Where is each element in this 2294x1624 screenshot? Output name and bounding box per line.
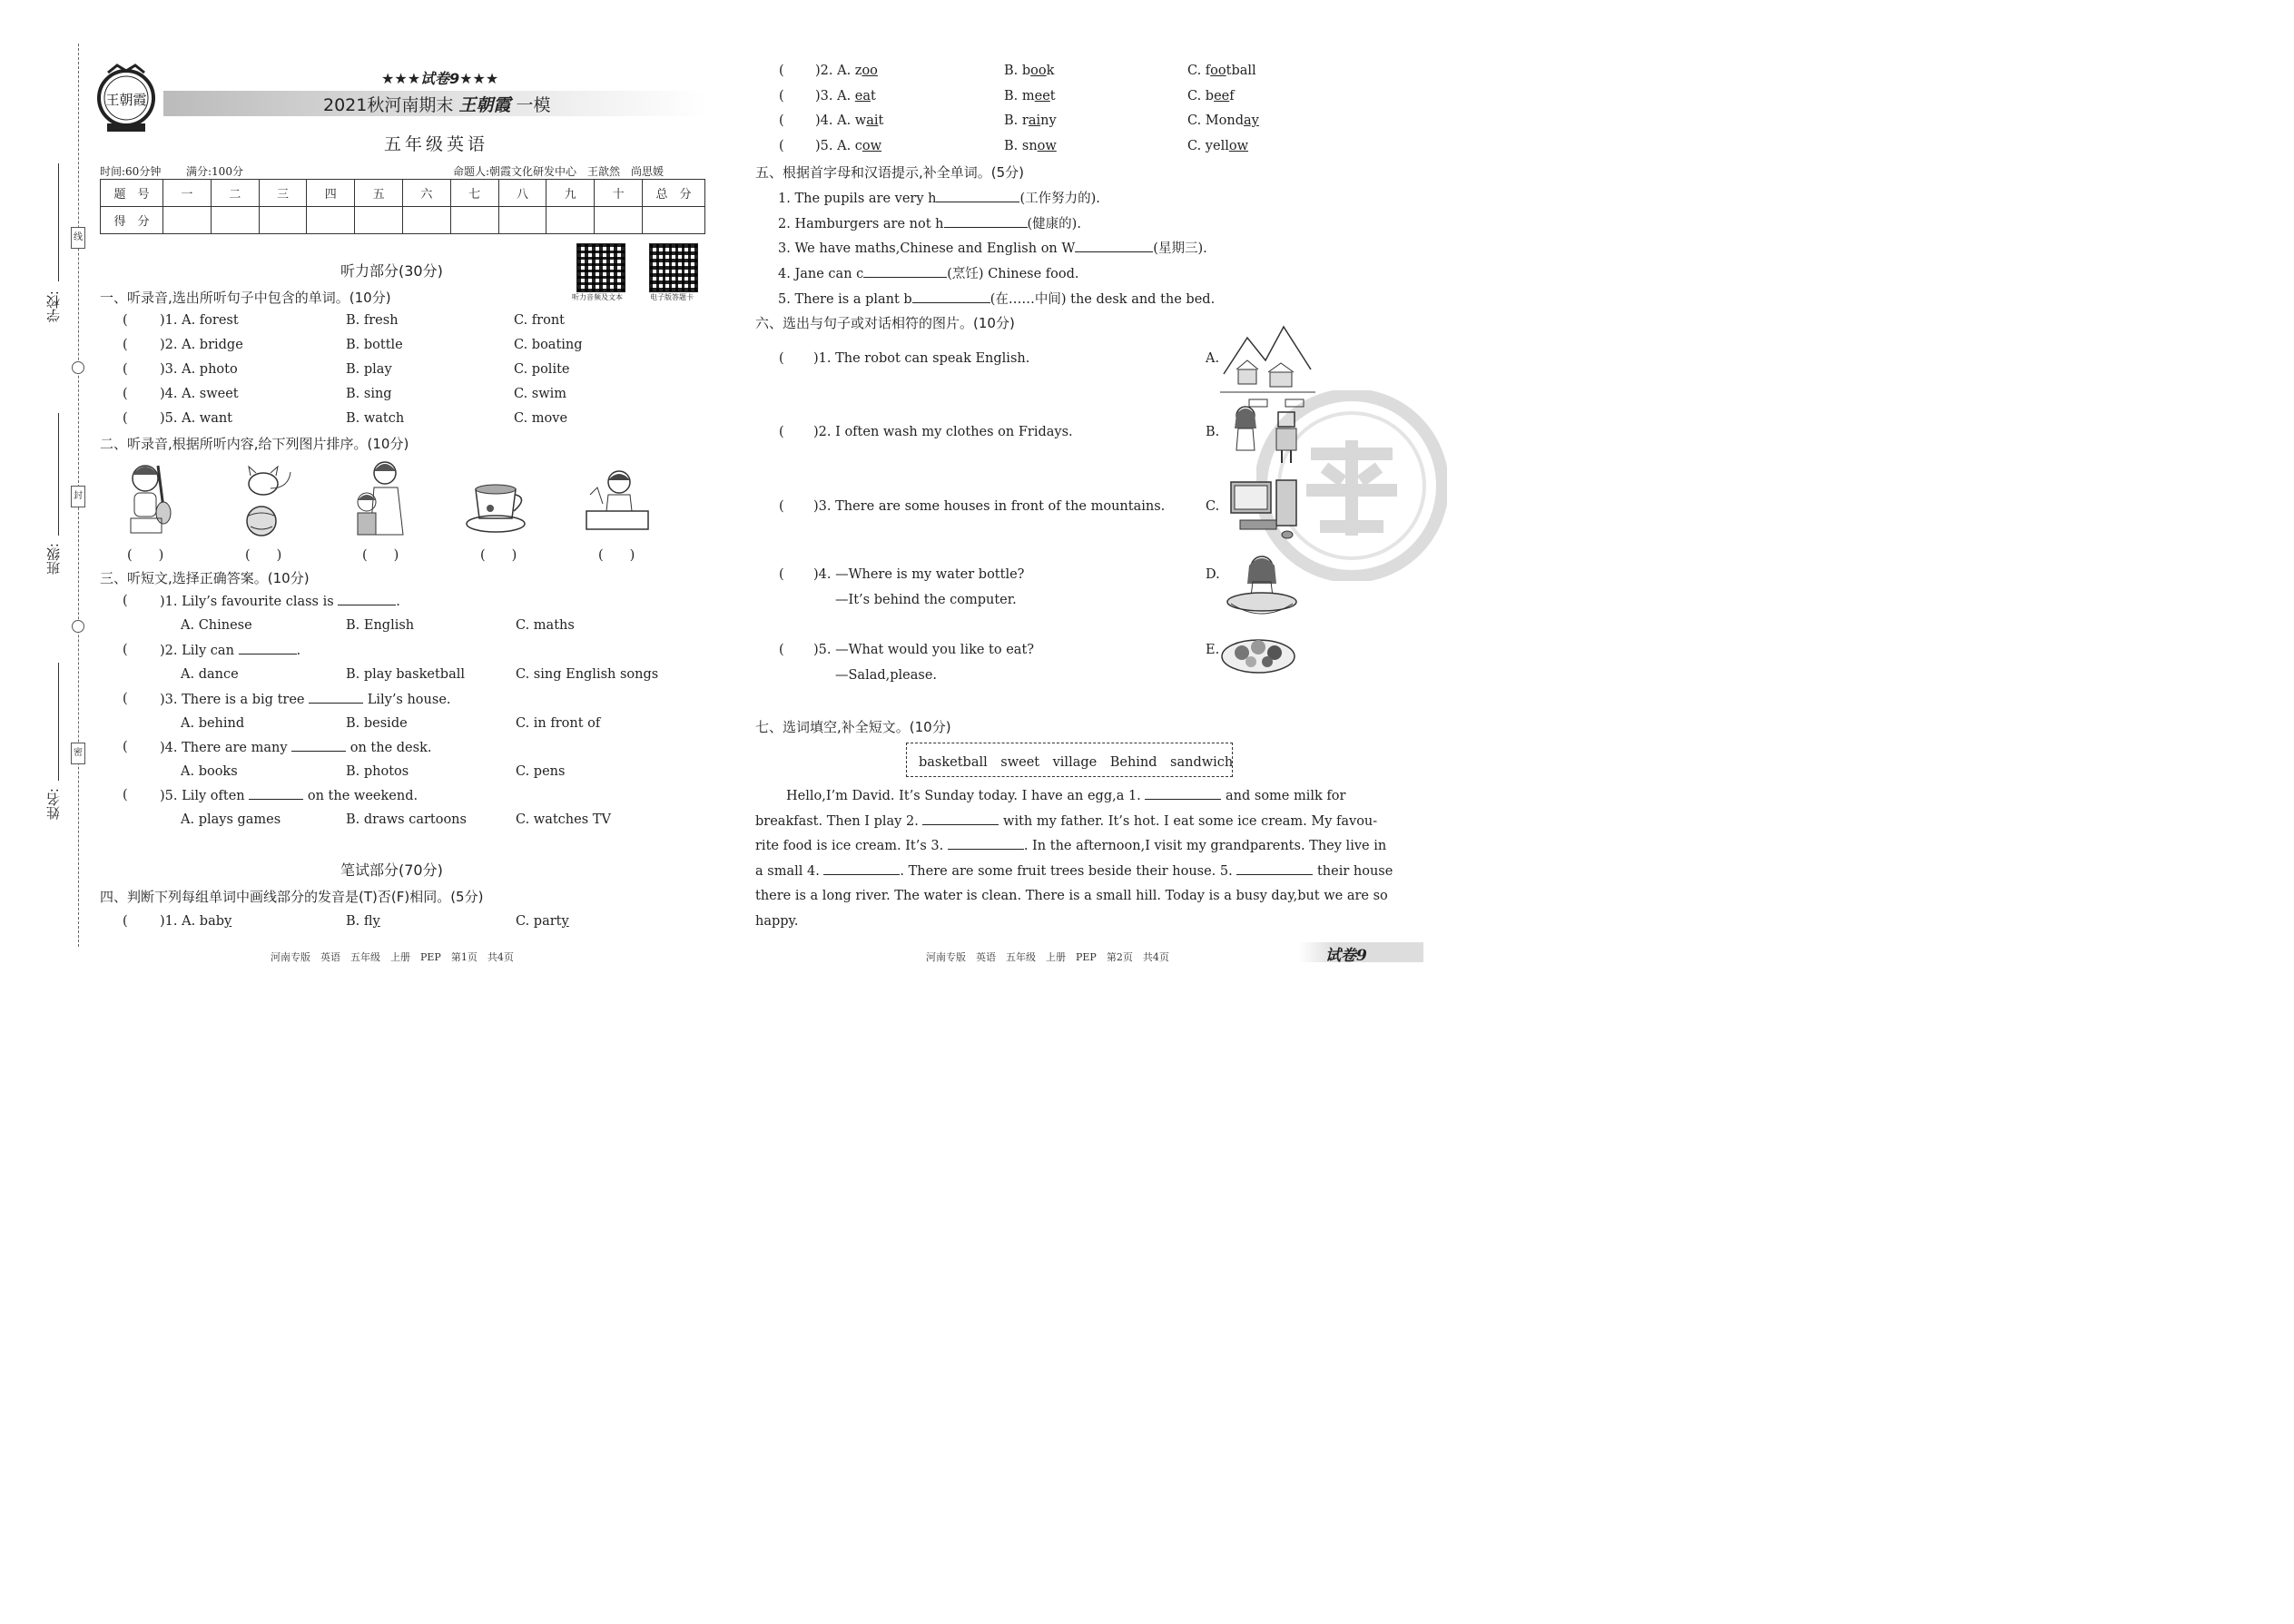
class-line [58,413,59,536]
section-1-heading: 一、听录音,选出所听句子中包含的单词。(10分) [100,290,391,306]
question-number: )2. A. [815,64,855,78]
question-text-part: . [296,644,301,658]
table-cell: 五 [355,180,403,207]
qr-caption-answer: 电子版答题卡 [650,293,694,301]
option-c: C. boating [514,338,583,352]
table-cell: 题 号 [101,180,163,207]
answer-paren[interactable]: ( [123,914,128,929]
score-input[interactable] [259,207,307,234]
seal-mark-secret: 密 [71,743,85,764]
picture-answer-paren[interactable]: ( ) [480,548,517,563]
section-4-heading: 四、判断下列每组单词中画线部分的发音是(T)否(F)相同。(5分) [100,889,484,905]
question-text [160,692,451,707]
section-5-heading: 五、根据首字母和汉语提示,补全单词。(5分) [755,164,1025,181]
answer-blank[interactable] [239,643,297,655]
score-input[interactable] [643,207,705,234]
underlined-letters: ow [861,139,882,153]
option-c: C. maths [516,618,575,633]
table-cell: 八 [498,180,546,207]
option-b: B. fresh [346,313,399,328]
word-part: C. f [1187,64,1211,78]
question-text-part: 1. The pupils are very h [778,192,937,206]
section-3-heading: 三、听短文,选择正确答案。(10分) [100,570,310,586]
page-footer-left: 河南专版 英语 五年级 上册 PEP 第1页 共4页 [271,951,514,963]
underlined-letters: oo [1030,64,1047,78]
question-text [160,788,418,803]
school-label: 学校: [45,290,62,323]
answer-blank[interactable] [922,813,999,825]
score-input[interactable] [450,207,498,234]
answer-paren[interactable]: ( [779,89,784,103]
question-text-part: (健康的). [1027,217,1081,231]
question-number: )4. A. [815,113,855,128]
picture-answer-paren[interactable]: ( ) [127,548,164,563]
word-part: k [1046,64,1055,78]
score-input[interactable] [402,207,450,234]
underlined-letters: y [224,914,232,929]
question-text-part: )2. Lily can [160,644,234,658]
word-part: B. fl [346,914,373,929]
score-table-score-row [101,207,705,234]
question-text: )2. A. bridge [160,338,243,352]
qr-code-audio-icon[interactable] [576,243,625,292]
passage-line [755,838,1386,853]
girl-washing-clothes-picture [1224,547,1301,624]
option-b: B. watch [346,411,405,426]
section-7-heading: 七、选词填空,补全短文。(10分) [755,719,951,735]
option-b [1004,64,1054,78]
answer-paren[interactable]: ( [123,788,128,802]
section-6-heading: 六、选出与句子或对话相符的图片。(10分) [755,315,1015,331]
option-c: C. polite [514,362,570,377]
option-c [1187,64,1256,78]
question-text: )5. —What would you like to eat? [813,643,1035,657]
word-bank-words: basketball sweet village Behind sandwich [919,755,1234,770]
question-text [778,263,1079,282]
qr-caption-audio: 听力音频及文本 [572,293,623,301]
word-part: tball [1226,64,1256,78]
listening-title: 听力部分(30分) [340,262,443,280]
question-text [815,89,876,103]
girl-and-robot-picture [1227,398,1309,469]
option-b: B. draws cartoons [346,812,467,827]
word-part: C. Mond [1187,113,1244,128]
exam-title [323,92,550,116]
word-part: z [854,64,862,78]
picture-option-label: C. [1206,499,1220,514]
word-part: B. r [1004,113,1029,128]
word-part: B. sn [1004,139,1038,153]
mother-and-child-picture [347,457,415,540]
answer-paren[interactable]: ( [123,338,128,352]
question-text-part: )4. There are many [160,741,288,755]
passage-line [755,863,1393,879]
answer-paren[interactable]: ( [123,740,128,754]
table-cell: 十 [595,180,643,207]
option-b: B. play [346,362,392,377]
answer-blank[interactable] [823,863,900,875]
answer-paren[interactable]: ( [123,362,128,377]
question-text-part: Lily’s house. [367,693,451,707]
underlined-letters: y [372,914,380,929]
question-text-part: 3. We have maths,Chinese and English on W [778,241,1076,256]
cup-of-tea-picture [463,477,531,539]
picture-option-label: E. [1206,643,1220,657]
binding-dot-icon [72,361,84,374]
question-text [778,238,1207,257]
time-label: 时间:60分钟 [100,165,162,178]
passage-text: . There are some fruit trees beside their house. 5. [900,864,1233,879]
brand-name: 王朝霞 [458,95,511,115]
option-b: B. bottle [346,338,403,352]
answer-blank[interactable] [1145,788,1221,800]
option-a: A. books [181,764,238,779]
question-text-part: (星期三). [1153,241,1207,256]
exam-title-suffix: 一模 [516,95,551,115]
section-2-heading: 二、听录音,根据所听内容,给下列图片排序。(10分) [100,436,409,452]
question-text-part: )1. Lily’s favourite class is [160,595,334,609]
option-b: B. photos [346,764,409,779]
question-text [778,213,1081,232]
answer-paren[interactable]: ( [123,692,128,706]
question-text-part: 2. Hamburgers are not h [778,217,944,231]
underlined-letters: oo [1210,64,1226,78]
footer-tag: 试卷9 [1325,947,1367,965]
village-mountains-picture [1220,320,1315,400]
option-a: A. Chinese [181,618,252,633]
question-number: )1. A. [160,914,200,929]
score-input[interactable] [355,207,403,234]
question-text [778,289,1215,308]
question-text [160,594,400,609]
option-c: C. sing English songs [516,667,659,682]
question-text-part: 5. There is a plant b [778,292,912,307]
option-a: A. behind [181,716,245,731]
passage-line [786,788,1345,803]
question-text-part: on the desk. [350,741,432,755]
answer-blank[interactable] [863,266,947,278]
answer-blank[interactable] [936,191,1019,202]
seal-mark-line: 线 [71,227,85,249]
underlined-letters: oo [861,64,878,78]
option-c: C. front [514,313,565,328]
table-cell: 二 [211,180,259,207]
brand-logo [94,62,158,134]
option-c [516,914,569,929]
picture-answer-paren[interactable]: ( ) [245,548,282,563]
passage-text: a small 4. [755,864,820,879]
question-text-part: )5. Lily often [160,789,245,803]
answer-blank[interactable] [912,291,990,303]
answer-paren[interactable]: ( [123,594,128,608]
passage-text: rite food is ice cream. It’s 3. [755,839,944,853]
underlined-letters: ai [1028,113,1041,128]
option-c: C. watches TV [516,812,611,827]
question-text-line2: —It’s behind the computer. [835,593,1017,607]
question-text: )4. A. sweet [160,387,239,401]
question-text: )4. —Where is my water bottle? [813,567,1025,582]
question-text-part: 4. Jane can c [778,267,864,281]
word-part: c [854,139,862,153]
authors: 命题人:朝霞文化研发中心 王歆然 尚思媛 [453,165,665,178]
option-a: A. plays games [181,812,281,827]
answer-blank[interactable] [338,594,396,605]
option-c [1187,139,1248,153]
question-text [778,188,1100,207]
underlined-letters: ee [1034,89,1050,103]
word-part: B. m [1004,89,1035,103]
question-text [160,740,431,755]
table-cell: 一 [163,180,212,207]
writing-title: 笔试部分(70分) [340,861,443,879]
answer-blank[interactable] [948,838,1024,850]
question-text-part: )3. There is a big tree [160,693,305,707]
name-line [58,663,59,781]
binding-dot-icon [72,620,84,633]
option-c [1187,89,1235,103]
exam-title-text: 2021秋河南期末 [323,95,454,115]
answer-paren[interactable]: ( [123,387,128,401]
score-input[interactable] [546,207,595,234]
underlined-letters: ai [866,113,879,128]
passage-line [755,813,1377,829]
option-b: B. English [346,618,415,633]
score-table [100,179,705,234]
word-part: f [1229,89,1235,103]
answer-blank[interactable] [249,788,303,800]
question-text: )3. A. photo [160,362,238,377]
salad-picture [1220,631,1297,680]
underlined-letters: ay [1244,113,1259,128]
option-b: B. play basketball [346,667,466,682]
word-part: t [1049,89,1056,103]
option-c: C. pens [516,764,566,779]
cat-and-ball-picture [234,461,298,542]
word-part: ny [1040,113,1057,128]
question-number: )3. A. [815,89,855,103]
passage-text: their house [1316,864,1393,879]
score-label: 满分:100分 [186,165,243,178]
word-part: w [854,113,867,128]
name-label: 姓名: [45,788,62,821]
passage-text: . In the afternoon,I visit my grandparents. They live in [1023,839,1387,853]
underlined-letters: ea [854,89,871,103]
table-cell: 六 [402,180,450,207]
passage-text: and some milk for [1226,789,1346,803]
table-cell: 三 [259,180,307,207]
answer-paren[interactable]: ( [123,643,128,657]
answer-paren[interactable]: ( [779,643,784,657]
table-cell: 七 [450,180,498,207]
answer-paren[interactable]: ( [779,567,784,582]
question-text-part: (工作努力的). [1019,192,1100,206]
answer-paren[interactable]: ( [123,313,128,328]
seal-mark-seal: 封 [71,486,85,507]
answer-blank[interactable] [309,692,363,704]
question-text [815,113,883,128]
underlined-letters: y [561,914,569,929]
score-input[interactable] [595,207,643,234]
table-cell: 得 分 [101,207,163,234]
answer-paren[interactable]: ( [123,411,128,426]
question-text-part: (在……中间) the desk and the bed. [989,292,1216,307]
question-text-part: (烹饪) Chinese food. [947,267,1079,281]
answer-paren[interactable]: ( [779,139,784,153]
score-input[interactable] [211,207,259,234]
answer-paren[interactable]: ( [779,64,784,78]
option-c: C. move [514,411,568,426]
passage-text: breakfast. Then I play 2. [755,814,919,829]
paper-number: ★★★试卷9★★★ [381,70,499,87]
question-text: )2. I often wash my clothes on Fridays. [813,425,1073,439]
option-c: C. in front of [516,716,601,731]
underlined-letters: ow [1228,139,1248,153]
question-text-part: . [396,595,400,609]
passage-line: happy. [755,914,799,929]
option-b [1004,89,1056,103]
score-table-header-row [101,180,705,207]
table-cell: 总 分 [643,180,705,207]
passage-line: there is a long river. The water is clean. There is a small hill. Today is a busy day,but we are so [755,889,1388,903]
page-footer-right: 河南专版 英语 五年级 上册 PEP 第2页 共4页 [926,951,1169,963]
answer-blank[interactable] [944,216,1028,228]
answer-paren[interactable]: ( [779,113,784,128]
question-text-part: on the weekend. [307,789,418,803]
answer-blank[interactable] [1075,241,1153,252]
question-number: )5. A. [815,139,855,153]
score-input[interactable] [498,207,546,234]
question-text [815,64,878,78]
word-part: bab [199,914,225,929]
svg-text:王朝霞: 王朝霞 [105,92,147,108]
answer-blank[interactable] [291,740,346,752]
question-text: )1. A. forest [160,313,239,328]
table-cell: 四 [307,180,355,207]
boy-at-desk-picture [581,468,654,539]
picture-option-label: A. [1206,351,1220,366]
computer-picture [1227,477,1305,548]
picture-option-label: D. [1206,567,1220,582]
question-text [815,139,881,153]
picture-answer-paren[interactable]: ( ) [598,548,635,563]
class-label: 班级: [45,543,62,576]
word-part: C. b [1187,89,1215,103]
question-text: )3. There are some houses in front of the mountains. [813,499,1166,514]
word-part: t [878,113,884,128]
option-b: B. sing [346,387,392,401]
table-cell: 九 [546,180,595,207]
option-c [1187,113,1259,128]
score-input[interactable] [307,207,355,234]
subject-title: 五年级英语 [384,134,489,154]
passage-text: with my father. It’s hot. I eat some ice cream. My favou- [1003,814,1378,829]
word-part: C. part [516,914,562,929]
picture-option-label: B. [1206,425,1220,439]
girl-playing-guitar-picture [118,458,182,539]
picture-answer-paren[interactable]: ( ) [362,548,399,563]
word-part: t [871,89,876,103]
question-text-line2: —Salad,please. [835,668,938,683]
question-text [160,643,300,658]
option-b [1004,113,1057,128]
option-b [1004,139,1057,153]
answer-blank[interactable] [1236,863,1313,875]
underlined-letters: ee [1214,89,1230,103]
option-a: A. dance [181,667,239,682]
option-c: C. swim [514,387,567,401]
option-b [346,914,380,929]
qr-code-answer-icon[interactable] [649,243,698,292]
underlined-letters: ow [1037,139,1057,153]
word-part: C. yell [1187,139,1229,153]
word-part: B. b [1004,64,1031,78]
option-b: B. beside [346,716,408,731]
school-line [58,163,59,281]
question-text: )5. A. want [160,411,233,426]
question-text: )1. The robot can speak English. [813,351,1030,366]
question-text [160,914,231,929]
answer-paren[interactable]: ( [779,351,784,366]
answer-paren[interactable]: ( [779,425,784,439]
passage-text: Hello,I’m David. It’s Sunday today. I have an egg,a 1. [786,789,1141,803]
answer-paren[interactable]: ( [779,499,784,514]
score-input[interactable] [163,207,212,234]
